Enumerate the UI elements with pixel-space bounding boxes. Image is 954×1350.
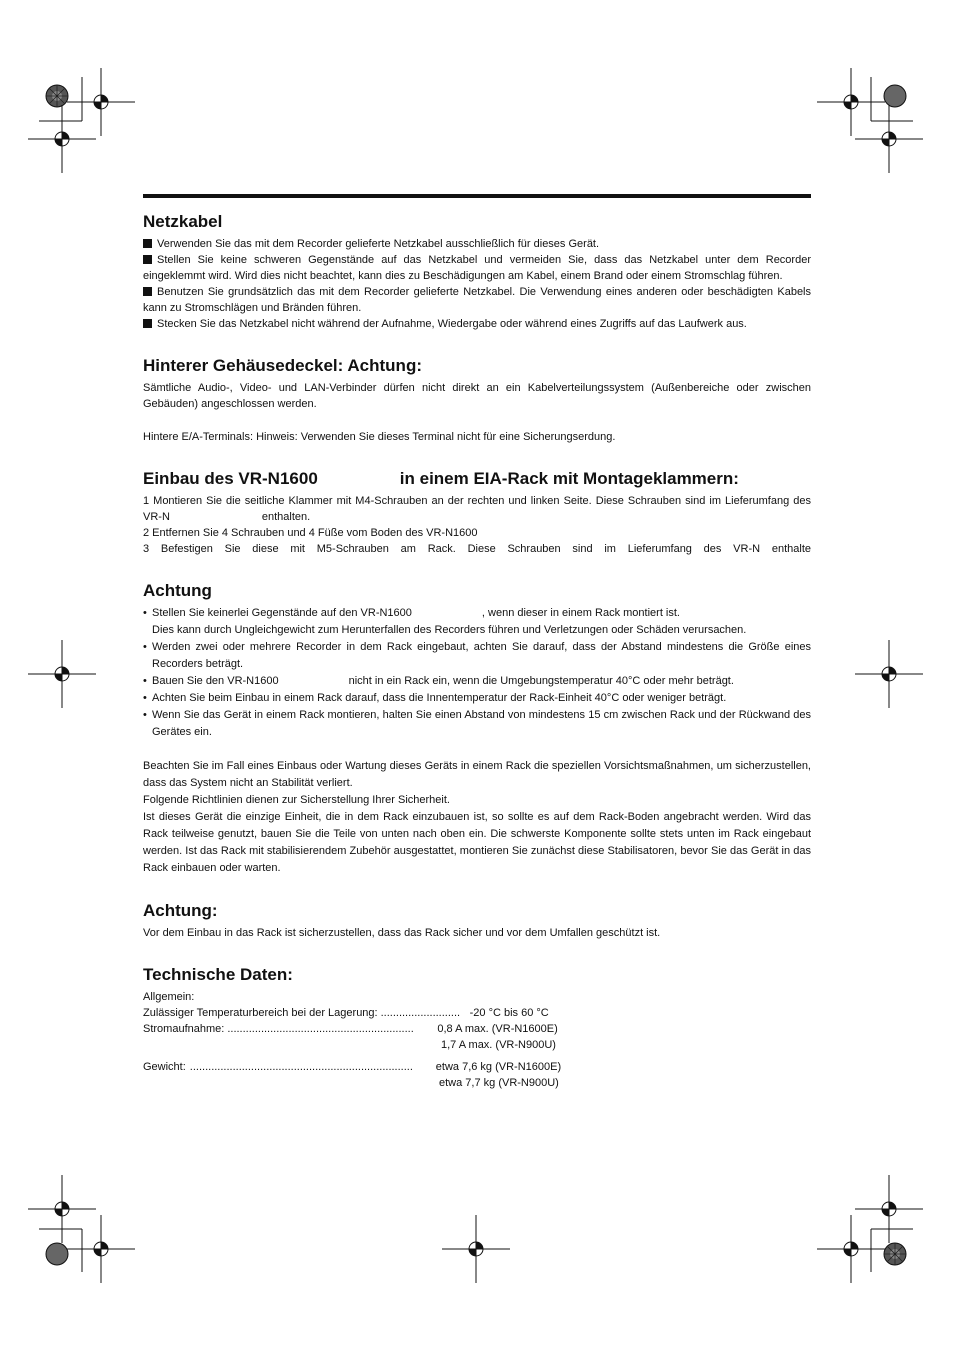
registration-cross-icon (855, 105, 923, 173)
heading-technische-daten: Technische Daten: (143, 965, 293, 984)
list-item: • Werden zwei oder mehrere Recorder in dem Rack eingebaut, achten Sie darauf, dass der Abstand mindestens die Größe eines Recorders beträgt. (143, 639, 811, 673)
achtung-b3-text: Bauen Sie den VR-N1600 (152, 675, 279, 687)
gehaeuse-hinweis: Hintere E/A-Terminals: Hinweis: Verwenden Sie dieses Terminal nicht für eine Sicherungserdung. (143, 431, 616, 443)
einbau-step-1 (143, 493, 811, 525)
registration-cross-icon (817, 68, 885, 136)
square-bullet-icon (143, 255, 152, 264)
einbau-step-3-end: enthalte (771, 543, 811, 555)
netzkabel-item (143, 316, 811, 332)
list-item (143, 673, 811, 690)
registration-star-icon (46, 85, 68, 107)
achtung-b1-end: , wenn dieser in einem Rack montiert ist. (481, 607, 680, 619)
spec-value: -20 °C bis 60 °C (469, 1007, 549, 1019)
achtung-b1-text: Stellen Sie keinerlei Gegenstände auf den (152, 607, 358, 619)
list-item: • Wenn Sie das Gerät in einem Rack montieren, halten Sie einen Abstand von mindestens 15 cm zwischen Rack und der Rückwand des Gerätes ein. (143, 707, 811, 741)
einbau-step-3-text: 3 Befestigen Sie diese mit M5-Schrauben am Rack. Diese Schrauben sind im Lieferumfang des VR-N (143, 543, 761, 555)
netzkabel-item-text: Stellen Sie keine schweren Gegenstände auf das Netzkabel und vermeiden Sie, dass das Netzkabel unter dem Recorder eingeklemmt wird. Wird dies nicht beachtet, kann dies zu Beschädigungen am Kabel, einem Brand oder einem Stromschlag führen. (143, 254, 811, 282)
square-bullet-icon (143, 319, 152, 328)
achtung-b1-model: VR-N1600 (360, 607, 412, 619)
netzkabel-item-text: Benutzen Sie grundsätzlich das mit dem Recorder gelieferte Netzkabel. Die Verwendung eines anderen oder beschädigten Kabels kann zu Stromschlägen und Bränden führen. (143, 286, 811, 314)
achtung-b3-end: nicht in ein Rack ein, wenn die Umgebungstemperatur 40°C oder mehr beträgt. (348, 675, 734, 687)
achtung-2-paragraph: Vor dem Einbau in das Rack ist sicherzustellen, dass das Rack sicher und vor dem Umfallen geschützt ist. (143, 927, 661, 939)
heading-gehaeusedeckel: Hinterer Gehäusedeckel: Achtung: (143, 356, 422, 375)
spec-leader: ......................................................................... (189, 1061, 413, 1073)
spec-value: etwa 7,6 kg (VR-N1600E) (435, 1061, 562, 1073)
registration-cross-icon (67, 1215, 135, 1283)
registration-cross-icon (855, 640, 923, 708)
einbau-step-3 (143, 541, 811, 557)
spec-row-power (143, 1021, 811, 1037)
heading-netzkabel: Netzkabel (143, 212, 223, 231)
spec-leader: ............................................................. (227, 1023, 414, 1035)
registration-dot-icon (884, 85, 906, 107)
section-netzkabel (143, 212, 811, 332)
spec-label: Zulässiger Temperaturbereich bei der Lagerung: (143, 1007, 378, 1019)
heading-einbau (143, 469, 811, 489)
section-gehaeusedeckel (143, 356, 811, 445)
list-item (143, 605, 811, 639)
section-achtung (143, 581, 811, 877)
achtung-b1-cont: Dies kann durch Ungleichgewicht zum Herunterfallen des Recorders führen und Verletzungen oder Schäden verursachen. (152, 624, 747, 636)
einbau-step-2: 2 Entfernen Sie 4 Schrauben und 4 Füße vom Boden des VR-N1600 (143, 527, 478, 539)
spec-power-cont: 1,7 A max. (VR-N900U) (441, 1039, 556, 1051)
heading-einbau-part-b: in einem EIA-Rack mit Montageklammern: (399, 469, 739, 488)
spec-table (143, 989, 811, 1091)
achtung-paragraph: Beachten Sie im Fall eines Einbaus oder Wartung dieses Geräts in einem Rack die speziellen Vorsichtsmaßnahmen, um sicherzustellen, dass das System nicht an Stabilität verliert. (143, 760, 811, 789)
heading-achtung: Achtung (143, 581, 212, 600)
list-item: • Achten Sie beim Einbau in einem Rack darauf, dass die Innentemperatur der Rack-Einheit 40°C oder weniger beträgt. (143, 690, 811, 707)
section-achtung-2 (143, 901, 811, 941)
achtung-paragraph: Ist dieses Gerät die einzige Einheit, die in dem Rack einzubauen ist, so sollte es auf dem Rack-Boden angebracht werden. Wird das Rack teilweise genutzt, bauen Sie die Teile von unten nach oben ein. Die schwerste Komponente sollte stets unten im Rack eingebaut werden. Ist das Rack mit stabilisierendem Zubehör ausgestattet, montieren Sie zunächst diese Stabilisatoren, bevor Sie das Gerät in das Rack einbauen oder warten. (143, 811, 811, 874)
registration-dot-icon (46, 1243, 68, 1265)
spec-row-weight (143, 1059, 811, 1075)
spec-weight-cont: etwa 7,7 kg (VR-N900U) (439, 1077, 559, 1089)
heading-einbau-part-a: Einbau des VR-N1600 (143, 469, 318, 488)
netzkabel-item-text: Verwenden Sie das mit dem Recorder gelieferte Netzkabel ausschließlich für dieses Gerät. (157, 238, 600, 250)
registration-star-icon (884, 1243, 906, 1265)
square-bullet-icon (143, 239, 152, 248)
registration-cross-icon (28, 640, 96, 708)
top-rule (143, 194, 811, 198)
registration-cross-icon (67, 68, 135, 136)
gehaeuse-paragraph: Sämtliche Audio-, Video- und LAN-Verbinder dürfen nicht direkt an ein Kabelverteilungssystem (Außenbereiche oder zwischen Gebäuden) angeschlossen werden. (143, 382, 811, 410)
einbau-step-1-text: 1 Montieren Sie die seitliche Klammer mit M4-Schrauben an der rechten und linken Seite. Diese Schrauben sind im Lieferumfang des VR-N (143, 495, 811, 523)
spec-label: Stromaufnahme: (143, 1023, 225, 1035)
netzkabel-item (143, 252, 811, 284)
achtung-paragraph: Folgende Richtlinien dienen zur Sicherstellung Ihrer Sicherheit. (143, 794, 450, 806)
page-content (143, 194, 811, 1115)
achtung-list (143, 605, 811, 741)
registration-cross-icon (28, 1175, 96, 1243)
spec-row-temperature (143, 1005, 811, 1021)
registration-cross-icon (442, 1215, 510, 1283)
section-einbau (143, 469, 811, 557)
spec-value: 0,8 A max. (VR-N1600E) (437, 1023, 558, 1035)
spec-allgemein: Allgemein: (143, 991, 195, 1003)
section-technische-daten (143, 965, 811, 1091)
netzkabel-item (143, 236, 811, 252)
netzkabel-item-text: Stecken Sie das Netzkabel nicht während der Aufnahme, Wiedergabe oder während eines Zugriffs auf das Laufwerk aus. (157, 318, 747, 330)
netzkabel-item (143, 284, 811, 316)
spec-label: Gewicht: (143, 1061, 186, 1073)
registration-cross-icon (855, 1175, 923, 1243)
registration-cross-icon (817, 1215, 885, 1283)
heading-achtung-2: Achtung: (143, 901, 218, 920)
spec-leader: .......................... (380, 1007, 461, 1019)
einbau-step-1-end: enthalten. (261, 511, 311, 523)
square-bullet-icon (143, 287, 152, 296)
registration-cross-icon (28, 105, 96, 173)
